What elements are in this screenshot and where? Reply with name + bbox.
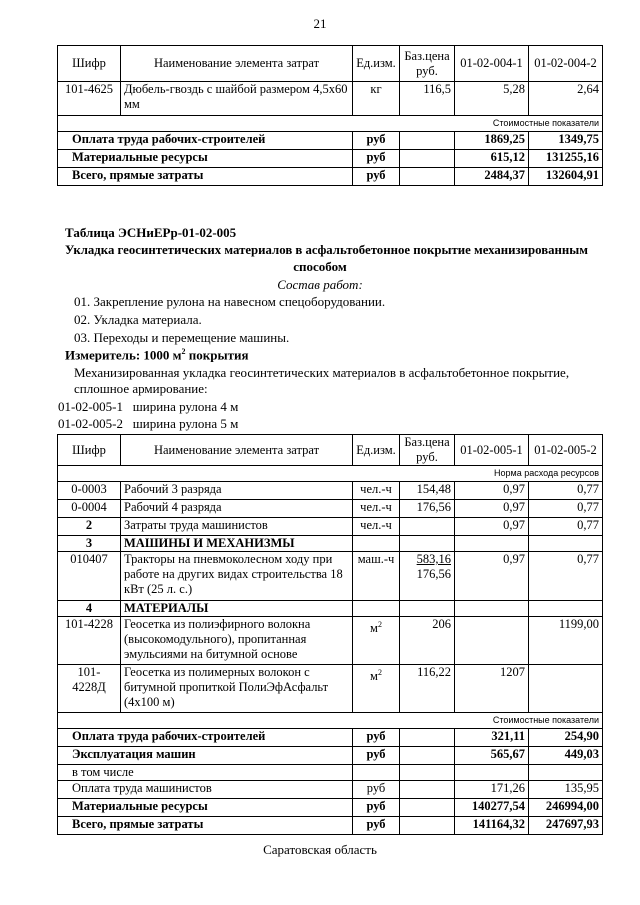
col-header-unit: Ед.изм.	[353, 435, 400, 466]
cell-unit: маш.-ч	[353, 552, 400, 601]
norm-subheader: Норма расхода ресурсов	[58, 466, 603, 482]
cell-value-1: 1207	[455, 665, 529, 713]
cell-value-2: 0,77	[529, 482, 603, 500]
cell-value-1: 0,97	[455, 500, 529, 518]
cell-value-2: 0,77	[529, 518, 603, 536]
col-header-name: Наименование элемента затрат	[121, 435, 353, 466]
total-row	[58, 747, 603, 765]
footer-region: Саратовская область	[263, 842, 377, 857]
total-row	[58, 168, 603, 186]
total-name: Материальные ресурсы	[58, 150, 353, 168]
cell-code: 0-0004	[58, 500, 121, 518]
page-number: 21	[313, 16, 327, 31]
cell-unit: $м^2$	[353, 665, 400, 713]
group-row	[58, 601, 603, 617]
total-row	[58, 765, 603, 781]
cell-value-2	[529, 665, 603, 713]
cell-price: 583,16 176,56	[400, 552, 455, 601]
col-header-price: Баз.цена руб.	[400, 46, 455, 82]
cell-name: Затраты труда машинистов	[121, 518, 353, 536]
cell-value-1: 0,97	[455, 518, 529, 536]
total-row	[58, 132, 603, 150]
total-value-2: 1349,75	[529, 132, 603, 150]
total-row	[58, 781, 603, 799]
cell-value-1: 0,97	[455, 482, 529, 500]
total-unit: руб	[353, 817, 400, 835]
cell-unit: чел.-ч	[353, 518, 400, 536]
total-row	[58, 799, 603, 817]
total-value-1: 615,12	[455, 150, 529, 168]
cell-name: Тракторы на пневмоколесном ходу при работе на других видах строительства 18 кВт (25 л. с.)	[121, 552, 353, 601]
table-title: Таблица ЭСНиЕРр-01-02-005	[65, 225, 237, 240]
cell-price: 154,48	[400, 482, 455, 500]
cost-indicators-subheader: Стоимостные показатели	[58, 116, 603, 132]
col-header-variant-1: 01-02-005-1	[455, 435, 529, 466]
description-line-1: Механизированная укладка геосинтетических материалов в асфальтобетонное покрытие,	[74, 365, 570, 380]
work-step: 02. Укладка материала.	[74, 312, 202, 327]
cell-name: Геосетка из полимерных волокон с битумной пропиткой ПолиЭфАсфальт (4х100 м)	[121, 665, 353, 713]
variant-item: 01-02-005-1 ширина рулона 4 м	[58, 399, 239, 414]
composition-title: Состав работ:	[277, 277, 363, 292]
total-unit: руб	[353, 150, 400, 168]
total-value-1: 171,26	[455, 781, 529, 799]
section-heading-line-2: способом	[293, 259, 347, 274]
cell-value-2: 2,64	[529, 82, 603, 116]
total-name: в том числе	[58, 765, 353, 781]
subheader-row	[58, 466, 603, 482]
total-unit: руб	[353, 799, 400, 817]
total-name: Всего, прямые затраты	[58, 817, 353, 835]
table-row	[58, 552, 603, 601]
col-header-name: Наименование элемента затрат	[121, 46, 353, 82]
cost-indicators-subheader: Стоимостные показатели	[58, 713, 603, 729]
total-unit: руб	[353, 781, 400, 799]
total-value-2: 131255,16	[529, 150, 603, 168]
group-name: МАШИНЫ И МЕХАНИЗМЫ	[121, 536, 353, 552]
total-name: Материальные ресурсы	[58, 799, 353, 817]
table-row	[58, 518, 603, 536]
table-row	[58, 617, 603, 665]
col-header-code: Шифр	[58, 46, 121, 82]
cell-value-2: 0,77	[529, 552, 603, 601]
total-unit: руб	[353, 168, 400, 186]
table-row	[58, 500, 603, 518]
total-value-1: 140277,54	[455, 799, 529, 817]
total-name: Оплата труда машинистов	[58, 781, 353, 799]
cell-code: 2	[58, 518, 121, 536]
cell-value-2: 0,77	[529, 500, 603, 518]
total-value-1: 2484,37	[455, 168, 529, 186]
resource-table-2	[57, 434, 603, 835]
total-unit: руб	[353, 747, 400, 765]
total-value-1: 565,67	[455, 747, 529, 765]
total-value-2: 135,95	[529, 781, 603, 799]
subheader-row	[58, 116, 603, 132]
meter-unit: Измеритель: 1000 $м^2$ покрытия	[65, 347, 249, 363]
total-value-1: 141164,32	[455, 817, 529, 835]
total-unit: руб	[353, 729, 400, 747]
table-row	[58, 482, 603, 500]
variant-item: 01-02-005-2 ширина рулона 5 м	[58, 416, 239, 431]
cell-price: 116,5	[400, 82, 455, 116]
description-line-2: сплошное армирование:	[74, 381, 208, 396]
cell-code: 101-4625	[58, 82, 121, 116]
total-row	[58, 817, 603, 835]
cell-unit: кг	[353, 82, 400, 116]
group-name: МАТЕРИАЛЫ	[121, 601, 353, 617]
total-name: Эксплуатация машин	[58, 747, 353, 765]
total-row	[58, 150, 603, 168]
cost-table-1	[57, 45, 603, 186]
total-unit: руб	[353, 132, 400, 150]
col-header-variant-2: 01-02-004-2	[529, 46, 603, 82]
total-value-1: 1869,25	[455, 132, 529, 150]
work-step: 01. Закрепление рулона на навесном спецоборудовании.	[74, 294, 386, 309]
total-name: Всего, прямые затраты	[58, 168, 353, 186]
total-name: Оплата труда рабочих-строителей	[58, 729, 353, 747]
col-header-unit: Ед.изм.	[353, 46, 400, 82]
col-header-price: Баз.цена руб.	[400, 435, 455, 466]
table-header-row	[58, 46, 603, 82]
cell-value-1	[455, 617, 529, 665]
cell-unit: чел.-ч	[353, 500, 400, 518]
cell-value-1: 0,97	[455, 552, 529, 601]
total-value-2: 132604,91	[529, 168, 603, 186]
table-header-row	[58, 435, 603, 466]
work-step: 03. Переходы и перемещение машины.	[74, 330, 290, 345]
col-header-variant-1: 01-02-004-1	[455, 46, 529, 82]
cell-name: Рабочий 4 разряда	[121, 500, 353, 518]
cell-value-1: 5,28	[455, 82, 529, 116]
subheader-row	[58, 713, 603, 729]
col-header-code: Шифр	[58, 435, 121, 466]
cell-unit: чел.-ч	[353, 482, 400, 500]
section-heading-line-1: Укладка геосинтетических материалов в асфальтобетонное покрытие механизированным	[65, 243, 589, 257]
cell-name: Геосетка из полиэфирного волокна (высокомодульного), пропитанная эмульсиями на битумной основе	[121, 617, 353, 665]
total-value-2: 247697,93	[529, 817, 603, 835]
cell-code: 101-4228Д	[58, 665, 121, 713]
cell-price: 176,56	[400, 500, 455, 518]
group-row	[58, 536, 603, 552]
cell-price: 116,22	[400, 665, 455, 713]
cell-code: 0-0003	[58, 482, 121, 500]
cell-code: 101-4228	[58, 617, 121, 665]
cell-code: 010407	[58, 552, 121, 601]
total-name: Оплата труда рабочих-строителей	[58, 132, 353, 150]
total-value-2: 254,90	[529, 729, 603, 747]
total-value-1: 321,11	[455, 729, 529, 747]
table-row	[58, 665, 603, 713]
cell-name: Рабочий 3 разряда	[121, 482, 353, 500]
total-row	[58, 729, 603, 747]
cell-price: 206	[400, 617, 455, 665]
cell-unit: $м^2$	[353, 617, 400, 665]
col-header-variant-2: 01-02-005-2	[529, 435, 603, 466]
group-code: 3	[58, 536, 121, 552]
total-value-2: 449,03	[529, 747, 603, 765]
cell-name: Дюбель-гвоздь с шайбой размером 4,5х60 мм	[121, 82, 353, 116]
group-code: 4	[58, 601, 121, 617]
total-value-2: 246994,00	[529, 799, 603, 817]
table-row	[58, 82, 603, 116]
cell-value-2: 1199,00	[529, 617, 603, 665]
